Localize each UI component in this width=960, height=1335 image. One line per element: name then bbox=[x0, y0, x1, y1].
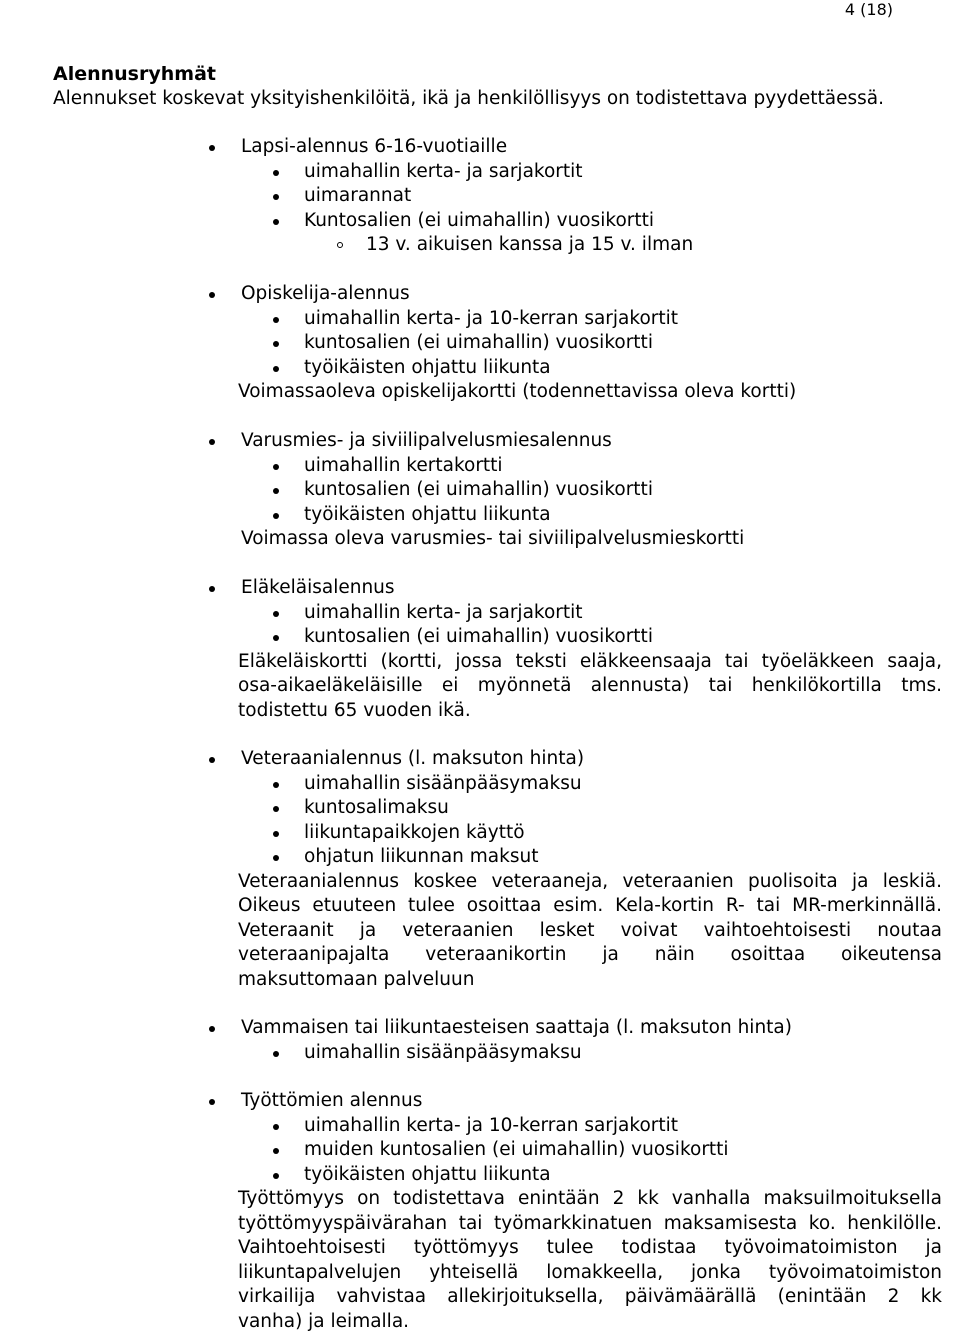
bullet-icon bbox=[273, 317, 279, 323]
group-title: Varusmies- ja siviilipalvelusmiesalennus bbox=[241, 430, 612, 451]
note-line: virkailija vahvistaa allekirjoituksella, päivämäärällä (enintään 2 kk bbox=[238, 1286, 942, 1307]
list-subitem: 13 v. aikuisen kanssa ja 15 v. ilman bbox=[366, 234, 694, 255]
list-item: työikäisten ohjattu liikunta bbox=[304, 503, 551, 525]
bullet-icon bbox=[273, 366, 279, 372]
bullet-icon bbox=[209, 1026, 215, 1032]
note-line: Vaihtoehtoisesti työttömyys tulee todistaa työvoimatoimiston ja bbox=[238, 1237, 942, 1258]
list-item: kuntosalien (ei uimahallin) vuosikortti bbox=[304, 332, 653, 353]
bullet-icon bbox=[273, 782, 279, 788]
group-note bbox=[241, 527, 945, 552]
bullet-icon bbox=[273, 341, 279, 347]
bullet-icon bbox=[209, 586, 215, 592]
bullet-icon bbox=[273, 513, 279, 519]
note-line: todistettu 65 vuoden ikä. bbox=[238, 699, 471, 721]
list-item: kuntosalien (ei uimahallin) vuosikortti bbox=[304, 626, 653, 647]
list-item: uimahallin kerta- ja 10-kerran sarjakortit bbox=[304, 1114, 679, 1136]
bullet-icon bbox=[273, 194, 279, 200]
bullet-icon bbox=[273, 1051, 279, 1057]
note-line: Eläkeläiskortti (kortti, jossa teksti eläkkeensaaja tai työeläkkeen saaja, bbox=[238, 650, 942, 672]
discount-group-conscript bbox=[0, 429, 960, 552]
note-line: osa-aikaeläkeläisille ei myönnetä alennusta) tai henkilökortilla tms. bbox=[238, 675, 942, 696]
list-item: uimahallin sisäänpääsymaksu bbox=[304, 1041, 582, 1063]
discount-group-veteran bbox=[0, 747, 960, 992]
group-title: Veteraanialennus (l. maksuton hinta) bbox=[241, 748, 585, 769]
group-title: Eläkeläisalennus bbox=[241, 577, 395, 598]
hollow-bullet-icon bbox=[337, 242, 343, 248]
group-title: Vammaisen tai liikuntaesteisen saattaja (l. maksuton hinta) bbox=[241, 1017, 792, 1038]
group-note bbox=[238, 870, 942, 993]
bullet-icon bbox=[273, 1124, 279, 1130]
list-item: työikäisten ohjattu liikunta bbox=[304, 356, 551, 378]
discount-group-pensioner bbox=[0, 576, 960, 723]
list-item: ohjatun liikunnan maksut bbox=[304, 846, 539, 867]
note-line: liikuntapalvelujen yhteisellä lomakkeella, jonka työvoimatoimiston bbox=[238, 1261, 942, 1283]
bullet-icon bbox=[273, 831, 279, 837]
bullet-icon bbox=[209, 757, 215, 763]
group-note bbox=[238, 650, 942, 724]
bullet-icon bbox=[273, 464, 279, 470]
discount-group-unemployed bbox=[0, 1089, 960, 1334]
list-item: kuntosalien (ei uimahallin) vuosikortti bbox=[304, 479, 653, 500]
bullet-icon bbox=[273, 1148, 279, 1154]
note-line: työttömyyspäivärahan tai työmarkkinatuen maksamisesta ko. henkilölle. bbox=[238, 1212, 942, 1234]
list-item: Kuntosalien (ei uimahallin) vuosikortti bbox=[304, 209, 655, 231]
bullet-icon bbox=[273, 855, 279, 861]
list-item: uimahallin sisäänpääsymaksu bbox=[304, 772, 582, 794]
group-note bbox=[238, 380, 942, 405]
list-item: uimahallin kertakortti bbox=[304, 454, 503, 476]
discount-group-companion bbox=[0, 1016, 960, 1065]
section-heading: Alennusryhmät bbox=[53, 63, 216, 85]
group-title: Työttömien alennus bbox=[241, 1090, 423, 1111]
list-item: uimahallin kerta- ja sarjakortit bbox=[304, 601, 583, 623]
bullet-icon bbox=[209, 1099, 215, 1105]
note-line: Veteraanialennus koskee veteraaneja, veteraanien puolisoita ja leskiä. bbox=[238, 870, 942, 892]
page-number: 4 (18) bbox=[844, 0, 893, 19]
bullet-icon bbox=[209, 292, 215, 298]
bullet-icon bbox=[273, 611, 279, 617]
group-title: Opiskelija-alennus bbox=[241, 283, 410, 304]
note-line: Työttömyys on todistettava enintään 2 kk vanhalla maksuilmoituksella bbox=[238, 1188, 942, 1209]
note-line: veteraanipajalta veteraanikortin ja näin osoittaa oikeutensa bbox=[238, 944, 942, 965]
list-item: muiden kuntosalien (ei uimahallin) vuosikortti bbox=[304, 1139, 729, 1160]
discount-group-student bbox=[0, 282, 960, 405]
bullet-icon bbox=[209, 439, 215, 445]
note-line: Oikeus etuuteen tulee osoittaa esim. Kela-kortin R- tai MR-merkinnällä. bbox=[238, 895, 942, 916]
list-item: uimarannat bbox=[304, 185, 412, 206]
bullet-icon bbox=[273, 1173, 279, 1179]
bullet-icon bbox=[273, 635, 279, 641]
bullet-icon bbox=[273, 219, 279, 225]
group-title: Lapsi-alennus 6-16-vuotiaille bbox=[241, 136, 508, 157]
bullet-icon bbox=[209, 145, 215, 151]
list-item: työikäisten ohjattu liikunta bbox=[304, 1163, 551, 1185]
list-item: kuntosalimaksu bbox=[304, 797, 449, 818]
bullet-icon bbox=[273, 170, 279, 176]
list-item: liikuntapaikkojen käyttö bbox=[304, 821, 525, 843]
discount-group-child bbox=[0, 135, 960, 258]
note-line: Voimassa oleva varusmies- tai siviilipalvelusmieskortti bbox=[241, 528, 745, 549]
note-line: Voimassaoleva opiskelijakortti (todennettavissa oleva kortti) bbox=[238, 381, 797, 402]
note-line: Veteraanit ja veteraanien lesket voivat vaihtoehtoisesti noutaa bbox=[238, 919, 942, 941]
group-note bbox=[238, 1187, 942, 1334]
note-line: maksuttomaan palveluun bbox=[238, 968, 475, 990]
list-item: uimahallin kerta- ja sarjakortit bbox=[304, 160, 583, 182]
intro-text: Alennukset koskevat yksityishenkilöitä, ikä ja henkilöllisyys on todistettava pyydettäessä. bbox=[53, 88, 885, 109]
bullet-icon bbox=[273, 488, 279, 494]
bullet-icon bbox=[273, 806, 279, 812]
list-item: uimahallin kerta- ja 10-kerran sarjakortit bbox=[304, 307, 679, 329]
note-line: vanha) ja leimalla. bbox=[238, 1310, 410, 1332]
